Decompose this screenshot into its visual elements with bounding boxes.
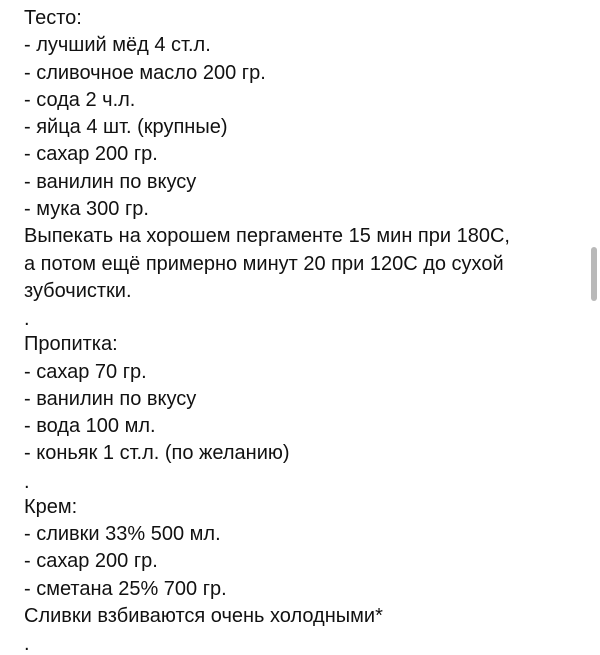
dough-item: - яйца 4 шт. (крупные) <box>24 116 228 139</box>
dough-instructions: зубочистки. <box>24 279 132 302</box>
dough-heading: Тесто: <box>24 7 82 29</box>
section-separator: . <box>24 633 30 655</box>
cream-item: - сахар 200 гр. <box>24 550 158 573</box>
cream-item: - сметана 25% 700 гр. <box>24 577 227 600</box>
dough-instructions: Выпекать на хорошем пергаменте 15 мин при 180С, <box>24 225 510 248</box>
dough-item: - сливочное масло 200 гр. <box>24 61 266 84</box>
syrup-item: - сахар 70 гр. <box>24 360 147 383</box>
dough-item: - сахар 200 гр. <box>24 143 158 166</box>
cream-note: Сливки взбиваются очень холодными* <box>24 604 383 627</box>
recipe-text <box>24 5 574 654</box>
dough-instructions: а потом ещё примерно минут 20 при 120С до сухой <box>24 252 504 275</box>
dough-item: - сода 2 ч.л. <box>24 88 136 111</box>
dough-item: - мука 300 гр. <box>24 198 149 221</box>
syrup-item: - ванилин по вкусу <box>24 387 197 410</box>
syrup-heading: Пропитка: <box>24 333 118 356</box>
scrollbar-thumb[interactable] <box>591 247 597 301</box>
dough-item: - ванилин по вкусу <box>24 170 197 193</box>
section-separator: . <box>24 470 30 493</box>
cream-item: - сливки 33% 500 мл. <box>24 523 221 546</box>
syrup-item: - вода 100 мл. <box>24 415 156 438</box>
section-separator: . <box>24 308 30 331</box>
syrup-item: - коньяк 1 ст.л. (по желанию) <box>24 442 290 465</box>
cream-heading: Крем: <box>24 495 78 518</box>
dough-item: - лучший мёд 4 ст.л. <box>24 34 211 57</box>
